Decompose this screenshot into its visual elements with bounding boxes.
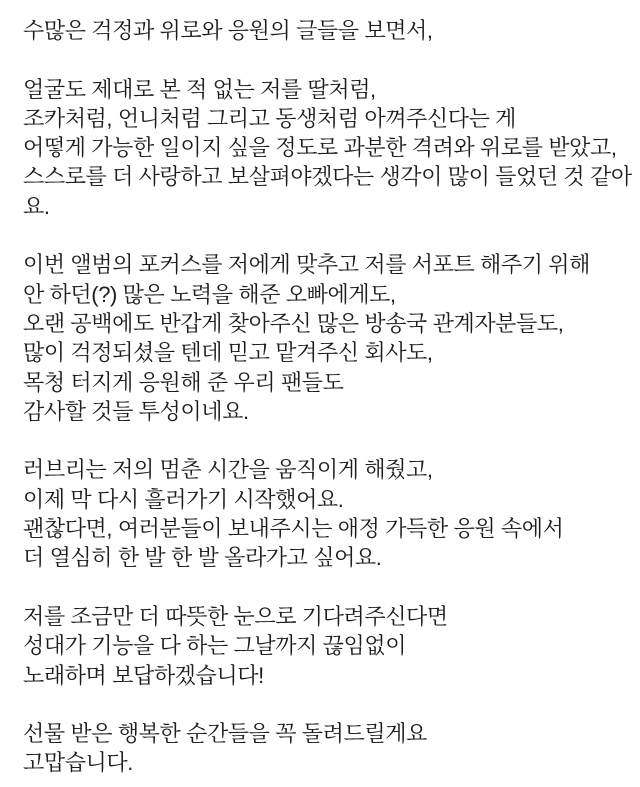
text-line: 조카처럼, 언니처럼 그리고 동생처럼 아껴주신다는 게 [23,105,517,131]
text-line: 러브리는 저의 멈춘 시간을 움직이게 해줬고, [23,457,433,483]
text-line: 오랜 공백에도 반갑게 찾아주신 많은 방송국 관계자분들도, [23,310,564,336]
text-line: 감사할 것들 투성이네요. [23,398,249,424]
paragraph [23,602,626,690]
text-line: 노래하며 보답하겠습니다! [23,662,264,688]
paragraph [23,455,626,572]
paragraph [23,250,626,426]
text-line: 선물 받은 행복한 순간들을 꼭 돌려드릴게요 [23,721,427,747]
text-line: 목청 터지게 응원해 준 우리 팬들도 [23,369,344,395]
text-line: 괜찮다면, 여러분들이 보내주시는 애정 가득한 응원 속에서 [23,516,564,542]
text-line: 많이 걱정되셨을 텐데 믿고 맡겨주신 회사도, [23,340,433,366]
text-line: 성대가 기능을 다 하는 그날까지 끊임없이 [23,633,407,659]
paragraph [23,16,626,45]
paragraph [23,719,626,778]
text-line: 이제 막 다시 흘러가기 시작했어요. [23,486,344,512]
text-line: 고맙습니다. [23,750,133,776]
paragraph [23,75,632,221]
letter-body [23,16,632,778]
text-line: 스스로를 더 사랑하고 보살펴야겠다는 생각이 많이 들었던 것 같아 [23,164,632,190]
text-line: 수많은 걱정과 위로와 응원의 글들을 보면서, [23,18,433,43]
text-line: 더 열심히 한 발 한 발 올라가고 싶어요. [23,545,382,571]
text-line: 어떻게 가능한 일이지 싶을 정도로 과분한 격려와 위로를 받았고, [23,135,617,161]
text-line: 안 하던(?) 많은 노력을 해준 오빠에게도, [23,281,396,307]
text-line: 요. [23,193,50,219]
text-line: 저를 조금만 더 따뜻한 눈으로 기다려주신다면 [23,603,448,629]
text-line: 이번 앨범의 포커스를 저에게 맞추고 저를 서포트 해주기 위해 [23,252,591,278]
text-line: 얼굴도 제대로 본 적 없는 저를 딸처럼, [23,76,376,102]
